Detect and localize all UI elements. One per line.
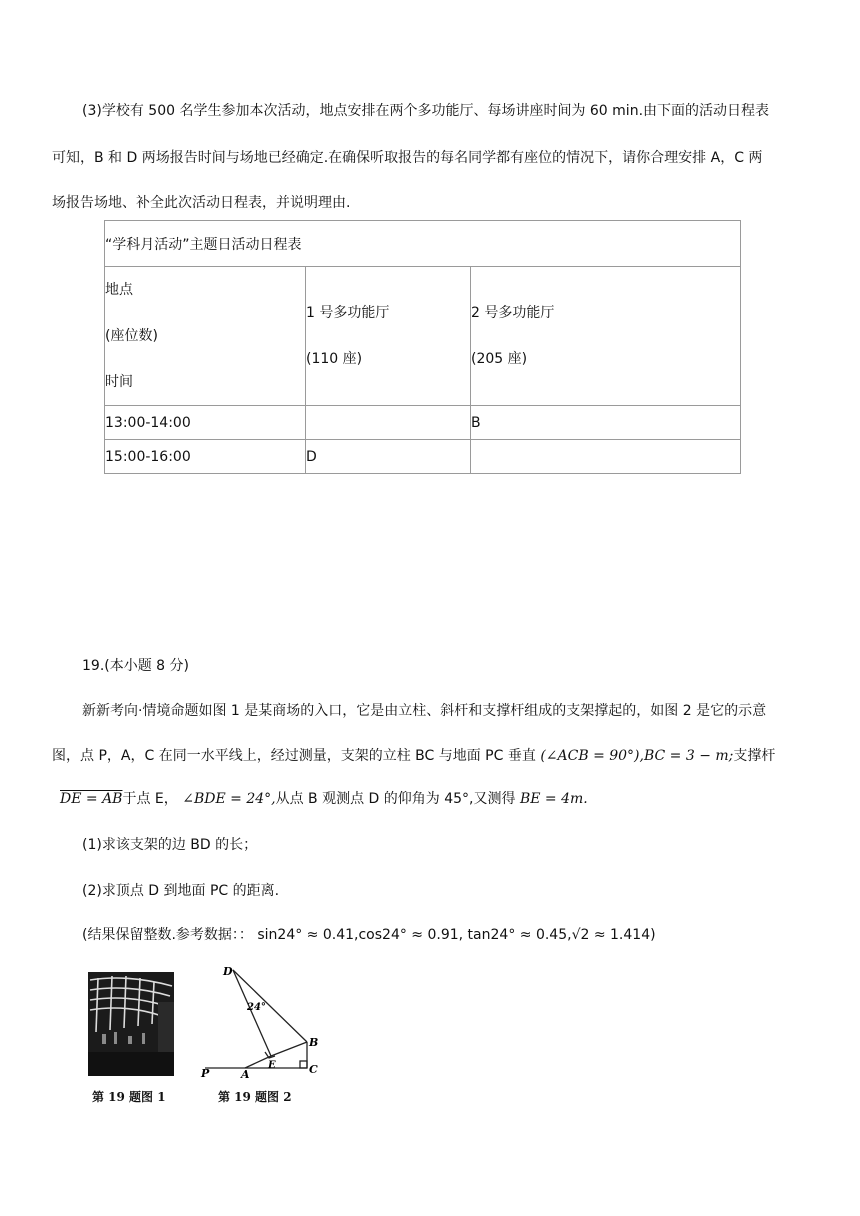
label-c: C xyxy=(309,1063,318,1076)
row2-time: 15:00-16:00 xyxy=(105,440,306,474)
q19-para-line3 xyxy=(60,788,588,808)
label-angle: 24° xyxy=(247,1002,266,1013)
table-row xyxy=(105,440,741,474)
q19-line2-math: (∠ACB = 90°),BC = 3 − m; xyxy=(540,748,734,764)
hall2-seats: (205 座) xyxy=(471,351,528,367)
schedule-table xyxy=(104,220,741,474)
q19-line3-text2: 从点 B 观测点 D 的仰角为 45°,又测得 xyxy=(275,791,516,807)
hall1-name: 1 号多功能厅 xyxy=(306,305,390,321)
header-location-label: 地点 xyxy=(105,282,133,298)
support-frame-diagram xyxy=(195,960,325,1080)
mall-entrance-photo xyxy=(88,972,174,1076)
label-b: B xyxy=(309,1036,319,1049)
part3-line3: 场报告场地、补全此次活动日程表，并说明理由. xyxy=(52,195,351,211)
header-seats-label: (座位数) xyxy=(105,328,158,344)
header-hall2 xyxy=(471,267,741,406)
q19-sub2: (2)求顶点 D 到地面 PC 的距离. xyxy=(82,883,280,899)
row1-time: 13:00-14:00 xyxy=(105,406,306,440)
part3-line2: 可知，B 和 D 两场报告时间与场地已经确定.在确保听取报告的每名同学都有座位的情况下，请你合理安排 A，C 两 xyxy=(52,150,763,166)
q19-line2-end: 支撑杆 xyxy=(733,748,776,764)
part3-line1: (3)学校有 500 名学生参加本次活动，地点安排在两个多功能厅、每场讲座时间为 60 min.由下面的活动日程表 xyxy=(82,103,770,119)
q19-para-line2 xyxy=(52,745,775,765)
label-p: P xyxy=(201,1067,210,1080)
q19-reference-data: (结果保留整数.参考数据：： sin24° ≈ 0.41,cos24° ≈ 0.91, tan24° ≈ 0.45,√2 ≈ 1.414) xyxy=(82,927,656,943)
bar-eb xyxy=(271,1042,307,1056)
table-row xyxy=(105,406,741,440)
hall1-seats: (110 座) xyxy=(306,351,363,367)
q19-angle-eq: ∠BDE = 24°, xyxy=(182,791,276,807)
figure1-caption: 第 19 题图 1 xyxy=(92,1090,166,1104)
q19-line3-text1: 于点 E， xyxy=(122,791,178,807)
q19-vector-eq: DE = AB xyxy=(60,791,123,807)
label-e: E xyxy=(268,1060,276,1071)
q19-sub1: (1)求该支架的边 BD 的长； xyxy=(82,837,258,853)
row2-hall2 xyxy=(471,440,741,474)
row1-hall1 xyxy=(306,406,471,440)
row2-hall1: D xyxy=(306,440,471,474)
right-angle-mark-c xyxy=(300,1061,307,1068)
row1-hall2: B xyxy=(471,406,741,440)
hall2-name: 2 号多功能厅 xyxy=(471,305,555,321)
label-a: A xyxy=(241,1068,250,1080)
header-time-label: 时间 xyxy=(105,374,133,390)
q19-line2-text: 图，点 P，A，C 在同一水平线上，经过测量，支架的立柱 BC 与地面 PC 垂直 xyxy=(52,748,536,764)
label-d: D xyxy=(223,965,233,978)
pole-db xyxy=(233,970,307,1042)
figure2-caption: 第 19 题图 2 xyxy=(218,1090,292,1104)
q19-heading: 19.(本小题 8 分) xyxy=(82,658,189,674)
header-location-time xyxy=(105,267,306,406)
header-hall1 xyxy=(306,267,471,406)
q19-be-eq: BE = 4m. xyxy=(519,791,588,807)
q19-para-line1: 新新考向·情境命题如图 1 是某商场的入口，它是由立柱、斜杆和支撑杆组成的支架撑起的，如图 2 是它的示意 xyxy=(82,703,767,719)
pole-de xyxy=(233,970,271,1056)
table-title: “学科月活动”主题日活动日程表 xyxy=(105,221,741,267)
